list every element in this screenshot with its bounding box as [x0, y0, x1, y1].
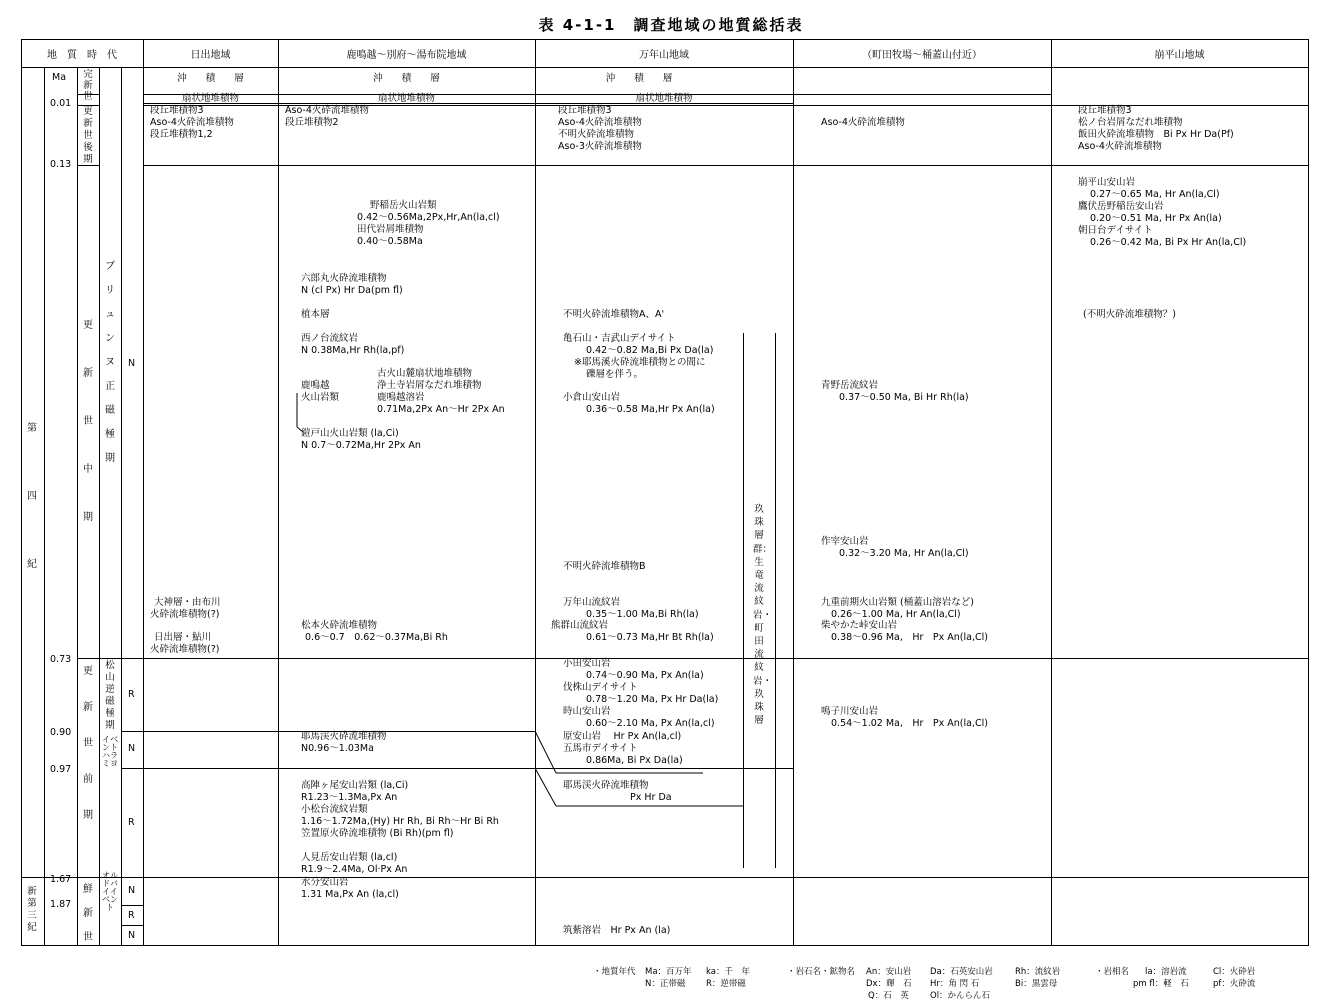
kanagoe-nishinodai: N 0.38Ma,Hr Rh(la,pf): [301, 345, 405, 356]
epoch-lower-pleistocene: 更新世前期: [83, 666, 93, 821]
kuju-volc: 0.26〜0.42 Ma, Bi Px Hr An(la,Cl): [1090, 237, 1247, 248]
kuju-upper: Aso-4火砕流堆積物: [1078, 141, 1162, 152]
epoch-holocene: 完新世: [83, 69, 93, 102]
legend-facies-heading: ・岩相名: [1095, 967, 1130, 977]
manen-fan: 扇状地堆積物: [635, 93, 693, 104]
manen-upper: 段丘堆積物3: [558, 105, 612, 116]
legend-facies: pm fl：軽 石: [1133, 979, 1189, 989]
manen-oda: 小田安山岩: [563, 658, 611, 669]
ma-header: Ma: [52, 72, 67, 83]
legend-rock: Hr：角 閃 石: [930, 979, 980, 989]
manen-kameishi: 0.42〜0.82 Ma,Bi Px Da(la): [586, 345, 714, 356]
epoch-pliocene: 鮮新世: [83, 884, 93, 943]
ma-value: 0.97: [50, 764, 72, 775]
polarity-n: N: [128, 930, 136, 941]
kanagoe-takanoo: 笠置原火砕流堆積物 (Bi Rh)(pm fl): [301, 828, 454, 839]
legend-rock: An：安山岩: [866, 967, 912, 977]
legend-age: R：逆帯磁: [706, 979, 746, 989]
chron-brunhes: ブリュンヌ正磁極期: [105, 261, 115, 464]
kanagoe-sub: 0.71Ma,2Px An〜Hr 2Px An: [377, 404, 505, 415]
polarity-n: N: [128, 743, 136, 754]
kuju-unknown: (不明火砕流堆積物？): [1083, 309, 1176, 320]
manen-upper: 不明火砕流堆積物: [558, 129, 635, 140]
machida-sakuji: 0.32〜3.20 Ma, Hr An(la,Cl): [839, 548, 969, 559]
kanagoe-takanoo: 高陣ヶ尾安山岩類 (la,Ci): [301, 780, 409, 791]
manen-gonoichi: 五馬市デイサイト: [563, 743, 638, 754]
manen-kusu-group: 玖珠層群：生竜流紋岩・町田流紋岩・玖珠層: [753, 504, 773, 727]
legend-age: Ma：百万年: [645, 967, 692, 977]
manen-tsukushi: 筑紫溶岩 Hr Px An (la): [563, 925, 671, 936]
ma-value: 0.13: [50, 159, 72, 170]
legend-rock: Ol：かんらん石: [930, 991, 991, 1001]
machida-shibayaka: 0.38〜0.96 Ma, Hr Px An(la,Cl): [831, 632, 988, 643]
machida-kuju-early: 0.26〜1.00 Ma, Hr An(la,Cl): [831, 609, 961, 620]
kanagoe-sub: 古火山麓扇状地堆積物: [377, 368, 473, 379]
manen-kameishi: 礫層を伴う。: [586, 369, 644, 380]
kanagoe-rokuro: N (cl Px) Hr Da(pm fl): [301, 285, 403, 296]
kanagoe-yabakei: N0.96〜1.03Ma: [301, 743, 374, 754]
kanagoe-uemoto: 植本層: [301, 309, 330, 320]
epoch-middle-pleistocene: 更新世中期: [83, 320, 93, 523]
kuju-upper: 段丘堆積物3: [1078, 105, 1132, 116]
machida-upper: Aso-4火砕流堆積物: [821, 117, 905, 128]
ma-value: 0.90: [50, 727, 72, 738]
manen-gonoichi: 0.86Ma, Bi Px Da(la): [586, 755, 683, 766]
machida-aonoyama: 0.37〜0.50 Ma, Bi Hr Rh(la): [839, 392, 969, 403]
manen-haraya: 原安山岩 Hr Px An(la,cl): [563, 731, 682, 742]
manen-ogura: 小倉山安山岩: [563, 392, 621, 403]
kanagoe-upper: 段丘堆積物2: [285, 117, 339, 128]
manen-kumamure: 熊群山流紋岩: [551, 620, 609, 631]
legend-rock: Da：石英安山岩: [930, 967, 993, 977]
legend-facies: pf：火砕流: [1213, 979, 1256, 989]
manen-ogura: 0.36〜0.58 Ma,Hr Px An(la): [586, 404, 715, 415]
kuju-upper: 松ノ台岩屑なだれ堆積物: [1078, 117, 1183, 128]
kanagoe-takanoo: 1.16〜1.72Ma,(Hy) Hr Rh, Bi Rh〜Hr Bi Rh: [301, 816, 499, 827]
kanagoe-sub: 浄土寺岩屑なだれ堆積物: [377, 380, 482, 391]
machida-nakogawa: 0.54〜1.02 Ma, Hr Px An(la,Cl): [831, 718, 988, 729]
manen-unknown-b: 不明火砕流堆積物B: [563, 561, 646, 572]
kanagoe-nishinodai: 西ノ台流紋岩: [301, 333, 359, 344]
kanagoe-hitomi: R1.9〜2.4Ma, Ol·Px An: [301, 864, 408, 875]
kanagoe-matsumoto: 0.6〜0.7 0.62〜0.37Ma,Bi Rh: [305, 632, 448, 643]
hiji-lower: 大神層・由布川: [154, 597, 221, 608]
polarity-r: R: [128, 689, 135, 700]
hiji-lower: 日出層・鮎川: [154, 632, 212, 643]
kanagoe-matsumoto: 松本火砕流堆積物: [301, 620, 378, 631]
header-machida: （町田牧場〜桶蓋山付近）: [862, 50, 982, 61]
machida-kuju-early: 九重前期火山岩類 (桶蓋山溶岩など): [821, 597, 974, 608]
kuju-volc: 鷹伏岳野稲岳安山岩: [1078, 201, 1164, 212]
hiji-lower: 火砕流堆積物(?): [150, 609, 220, 620]
legend-age: ka：千 年: [706, 967, 750, 977]
header-kanagoe: 鹿鳴越〜別府〜湯布院地域: [346, 50, 467, 61]
polarity-n: N: [128, 358, 136, 369]
kanagoe-noine: 0.42〜0.56Ma,2Px,Hr,An(la,cl): [357, 212, 500, 223]
legend-facies: la：溶岩流: [1145, 967, 1187, 977]
event-olduvai: オルドバイイベント: [102, 871, 118, 912]
era-quaternary: 第四紀: [27, 423, 37, 570]
manen-unknown-a: 不明火砕流堆積物A、A': [563, 309, 665, 320]
hiji-upper: 段丘堆積物3: [150, 105, 204, 116]
header-kuju: 崩平山地域: [1154, 50, 1205, 61]
kanagoe-sub: 鹿鳴越溶岩: [377, 392, 425, 403]
chron-matuyama: 松山逆磁極期: [105, 660, 115, 731]
kanagoe-group: 鹿鳴越: [301, 380, 330, 391]
manen-yabakei: 耶馬渓火砕流堆積物: [563, 780, 649, 791]
kuju-upper: 飯田火砕流堆積物 Bi Px Hr Da(Pf): [1078, 129, 1234, 140]
kuju-volc: 0.27〜0.65 Ma, Hr An(la,Cl): [1090, 189, 1220, 200]
ma-value: 0.01: [50, 98, 72, 109]
polarity-r: R: [128, 910, 135, 921]
legend-rock: Rh：流紋岩: [1015, 967, 1061, 977]
manen-tokiyama: 0.60〜2.10 Ma, Px An(la,cl): [586, 718, 715, 729]
manen-batsukabu: 伐株山デイサイト: [563, 682, 638, 693]
event-jaramillo: イベントハラミヨ: [102, 735, 118, 768]
kuju-volc: 0.20〜0.51 Ma, Hr Px An(la): [1090, 213, 1222, 224]
kanagoe-hitomi: 人見岳安山岩類 (la,cl): [301, 852, 398, 863]
legend-rock: Dx：輝 石: [866, 979, 912, 989]
manen-kameishi: 亀石山・吉武山デイサイト: [563, 333, 676, 344]
kanagoe-rokuro: 六郎丸火砕流堆積物: [301, 273, 387, 284]
manen-oda: 0.74〜0.90 Ma, Px An(la): [586, 670, 704, 681]
manen-kumamure: 0.61〜0.73 Ma,Hr Bt Rh(la): [586, 632, 714, 643]
polarity-n: N: [128, 885, 136, 896]
kanagoe-fan: 扇状地堆積物: [377, 93, 435, 104]
header-hiji: 日出地域: [190, 50, 231, 61]
kanagoe-takanoo: R1.23〜1.3Ma,Px An: [301, 792, 398, 803]
manen-kameishi: ※耶馬溪火砕流堆積物との間に: [574, 357, 706, 368]
epoch-upper-pleistocene: 更新世後期: [83, 106, 93, 165]
kanagoe-upper: Aso-4火砕流堆積物: [285, 105, 369, 116]
machida-nakogawa: 鳴子川安山岩: [821, 706, 879, 717]
machida-shibayaka: 柴やかた峠安山岩: [821, 620, 898, 631]
manen-upper: Aso-3火砕流堆積物: [558, 141, 642, 152]
kanagoe-takanoo: 小松台流紋岩類: [301, 804, 368, 815]
ma-value: 1.67: [50, 874, 72, 885]
hiji-lower: 火砕流堆積物(?): [150, 644, 220, 655]
legend-rock: Bi：黒雲母: [1015, 979, 1058, 989]
kanagoe-yabakei: 耶馬渓火砕流堆積物: [301, 731, 387, 742]
legend-facies: Cl：火砕岩: [1213, 967, 1256, 977]
manen-alluvium: 沖 積 層: [605, 73, 673, 84]
kuju-volc: 朝日台デイサイト: [1078, 225, 1153, 236]
legend-age: N：正帯磁: [645, 979, 686, 989]
hiji-alluvium: 沖 積 層: [177, 73, 244, 84]
kanagoe-noine: 田代岩屑堆積物: [357, 224, 424, 235]
machida-aonoyama: 青野岳流紋岩: [821, 380, 879, 391]
kanagoe-mizuwake: 水分安山岩: [301, 877, 349, 888]
era-neogene: 新第三紀: [27, 886, 37, 933]
legend-rock: Q：石 英: [868, 991, 909, 1001]
kuju-volc: 崩平山安山岩: [1078, 177, 1136, 188]
polarity-r: R: [128, 817, 135, 828]
kanagoe-alluvium: 沖 積 層: [373, 73, 440, 84]
kanagoe-noine: 0.40〜0.58Ma: [357, 236, 423, 247]
table-title: 表 4-1-1 調査地域の地質総括表: [538, 16, 804, 34]
manen-tokiyama: 時山安山岩: [563, 706, 611, 717]
hiji-upper: 段丘堆積物1,2: [150, 129, 213, 140]
legend-age-heading: ・地質年代: [593, 967, 636, 977]
manen-manenyama: 0.35〜1.00 Ma,Bi Rh(la): [586, 609, 699, 620]
kanagoe-noine: 野稲岳火山岩類: [370, 200, 437, 211]
ma-value: 0.73: [50, 654, 72, 665]
hiji-upper: Aso-4火砕流堆積物: [150, 117, 234, 128]
header-era: 地 質 時 代: [47, 50, 117, 61]
machida-sakuji: 作宰安山岩: [821, 536, 869, 547]
manen-upper: Aso-4火砕流堆積物: [558, 117, 642, 128]
manen-manenyama: 万年山流紋岩: [563, 597, 621, 608]
manen-yabakei: Px Hr Da: [630, 792, 672, 803]
kanagoe-mizuwake: 1.31 Ma,Px An (la,cl): [301, 889, 399, 900]
kanagoe-kamado: N 0.7〜0.72Ma,Hr 2Px An: [301, 440, 421, 451]
legend-rock-heading: ・岩石名・鉱物名: [787, 967, 856, 977]
kanagoe-kamado: 鎧戸山火山岩類 (la,Ci): [301, 428, 399, 439]
manen-batsukabu: 0.78〜1.20 Ma, Px Hr Da(la): [586, 694, 719, 705]
ma-value: 1.87: [50, 899, 72, 910]
kanagoe-group: 火山岩類: [301, 392, 340, 403]
hiji-fan: 扇状地堆積物: [181, 93, 239, 104]
header-manen: 万年山地域: [639, 50, 689, 61]
